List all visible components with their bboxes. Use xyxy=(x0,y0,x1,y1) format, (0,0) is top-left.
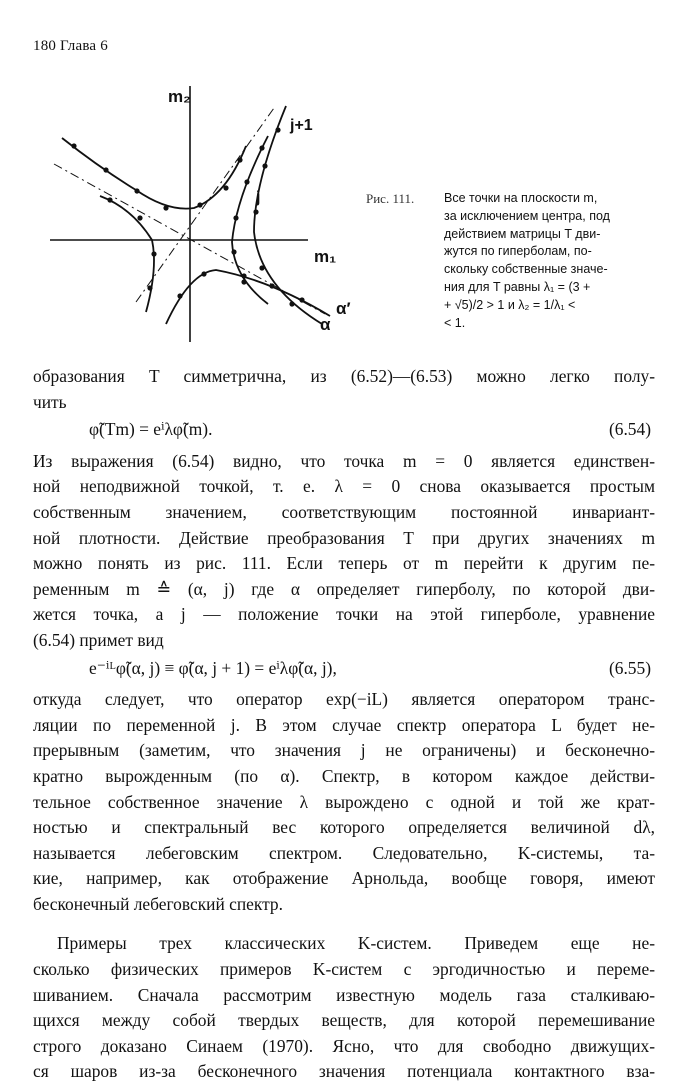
text-line: собственным значением, соответствующим постоянной инвариант- xyxy=(33,501,655,522)
caption-line: Все точки на плоскости m, xyxy=(444,191,598,205)
text-line: ся шаров из-за бесконечного значения потенциала контактного вза- xyxy=(33,1061,655,1082)
caption-line: действием матрицы T дви- xyxy=(444,226,601,241)
text-line: шиванием. Сначала рассмотрим известную модель газа сталкиваю- xyxy=(33,984,655,1005)
text-line: щихся между собой твердых веществ, для которой перемешивание xyxy=(33,1010,655,1031)
text-line: ной неподвижной точкой, т. е. λ = 0 снова оказывается простым xyxy=(33,476,655,497)
text-line: откуда следует, что оператор exp(−iL) является оператором транс- xyxy=(33,689,655,710)
text-line: строго доказано Синаем (1970). Ясно, что для свободно движущих- xyxy=(33,1035,655,1056)
text-line: можно понять из рис. 111. Если теперь от m перейти к другим пе- xyxy=(33,553,655,574)
hyperbola-upper-left xyxy=(62,138,246,209)
label-j-plus-1: j+1 xyxy=(290,117,313,134)
text-line: Примеры трех классических K-систем. Приведем еще не- xyxy=(57,933,655,954)
running-head: 180 Глава 6 xyxy=(33,38,108,54)
text-line: Из выражения (6.54) видно, что точка m = 0 является единствен- xyxy=(33,450,655,471)
equation-formula: φ̃(Tm) = eⁱλφ̃(m). xyxy=(89,419,213,440)
caption-lead: Рис. 111. xyxy=(366,191,415,206)
label-j: j xyxy=(256,189,261,206)
body-text xyxy=(33,364,655,1085)
text-line: называется лебеговским спектром. Следовательно, K-системы, та- xyxy=(33,842,655,863)
caption-line: < 1. xyxy=(444,315,466,330)
caption-line: за исключением центра, под xyxy=(444,208,610,223)
text-line: жется точка, а j — положение точки на этой гиперболе, уравнение xyxy=(33,604,655,625)
caption-line: скольку собственные значе- xyxy=(444,262,608,277)
text-line: кие, например, как отображение Арнольда, вообще говоря, имеют xyxy=(33,868,655,889)
caption-line: + √5)/2 > 1 и λ₂ = 1/λ₁ < xyxy=(444,297,576,312)
text-line: (6.54) примет вид xyxy=(33,629,164,650)
text-line: ностью и спектральный вес которого определяется величиной dλ, xyxy=(33,817,655,838)
equation-number: (6.54) xyxy=(608,419,651,440)
equation-6-54 xyxy=(33,417,655,443)
equation-formula: e⁻ⁱᴸφ̃(α, j) ≡ φ̃(α, j + 1) = eⁱλφ̃(α, j), xyxy=(89,657,337,678)
hyperbola-left xyxy=(100,196,154,312)
label-m1: m₁ xyxy=(314,247,337,266)
trajectory-points xyxy=(71,127,304,306)
caption-line: ния для T равны λ₁ = (3 + xyxy=(444,279,591,294)
figure-caption xyxy=(366,190,648,332)
text-line: ляции по переменной j. В этом случае спектр оператора L будет не- xyxy=(33,714,655,735)
text-line: тельное собственное значение λ вырождено с одной и той же крат- xyxy=(33,791,655,812)
equation-6-55 xyxy=(33,656,655,682)
text-line: сколько физических примеров K-систем с эргодичностью и переме- xyxy=(33,959,655,980)
equation-number: (6.55) xyxy=(608,657,651,678)
text-line: бесконечный лебеговский спектр. xyxy=(33,893,283,914)
text-line: ременным m ≙ (α, j) где α определяет гиперболу, по которой дви- xyxy=(33,578,655,599)
hyperbola-right-j-plus-1 xyxy=(254,106,322,324)
text-line: кратно вырожденным (по α). Спектр, в котором каждое действи- xyxy=(33,765,655,786)
label-alpha-prime: α′ xyxy=(336,299,351,318)
label-m2: m₂ xyxy=(168,87,191,106)
text-line: прерывным (заметим, что значения j не ограничены) и бесконечно- xyxy=(33,740,655,761)
text-line: образования T симметрична, из (6.52)—(6.53) можно легко полу- xyxy=(33,366,655,386)
caption-line: жутся по гиперболам, по- xyxy=(444,244,592,259)
text-line: чить xyxy=(33,391,67,412)
hyperbola-figure xyxy=(40,72,360,352)
label-alpha: α xyxy=(320,315,331,334)
text-line: ной плотности. Действие преобразования T при других значениях m xyxy=(33,527,655,548)
